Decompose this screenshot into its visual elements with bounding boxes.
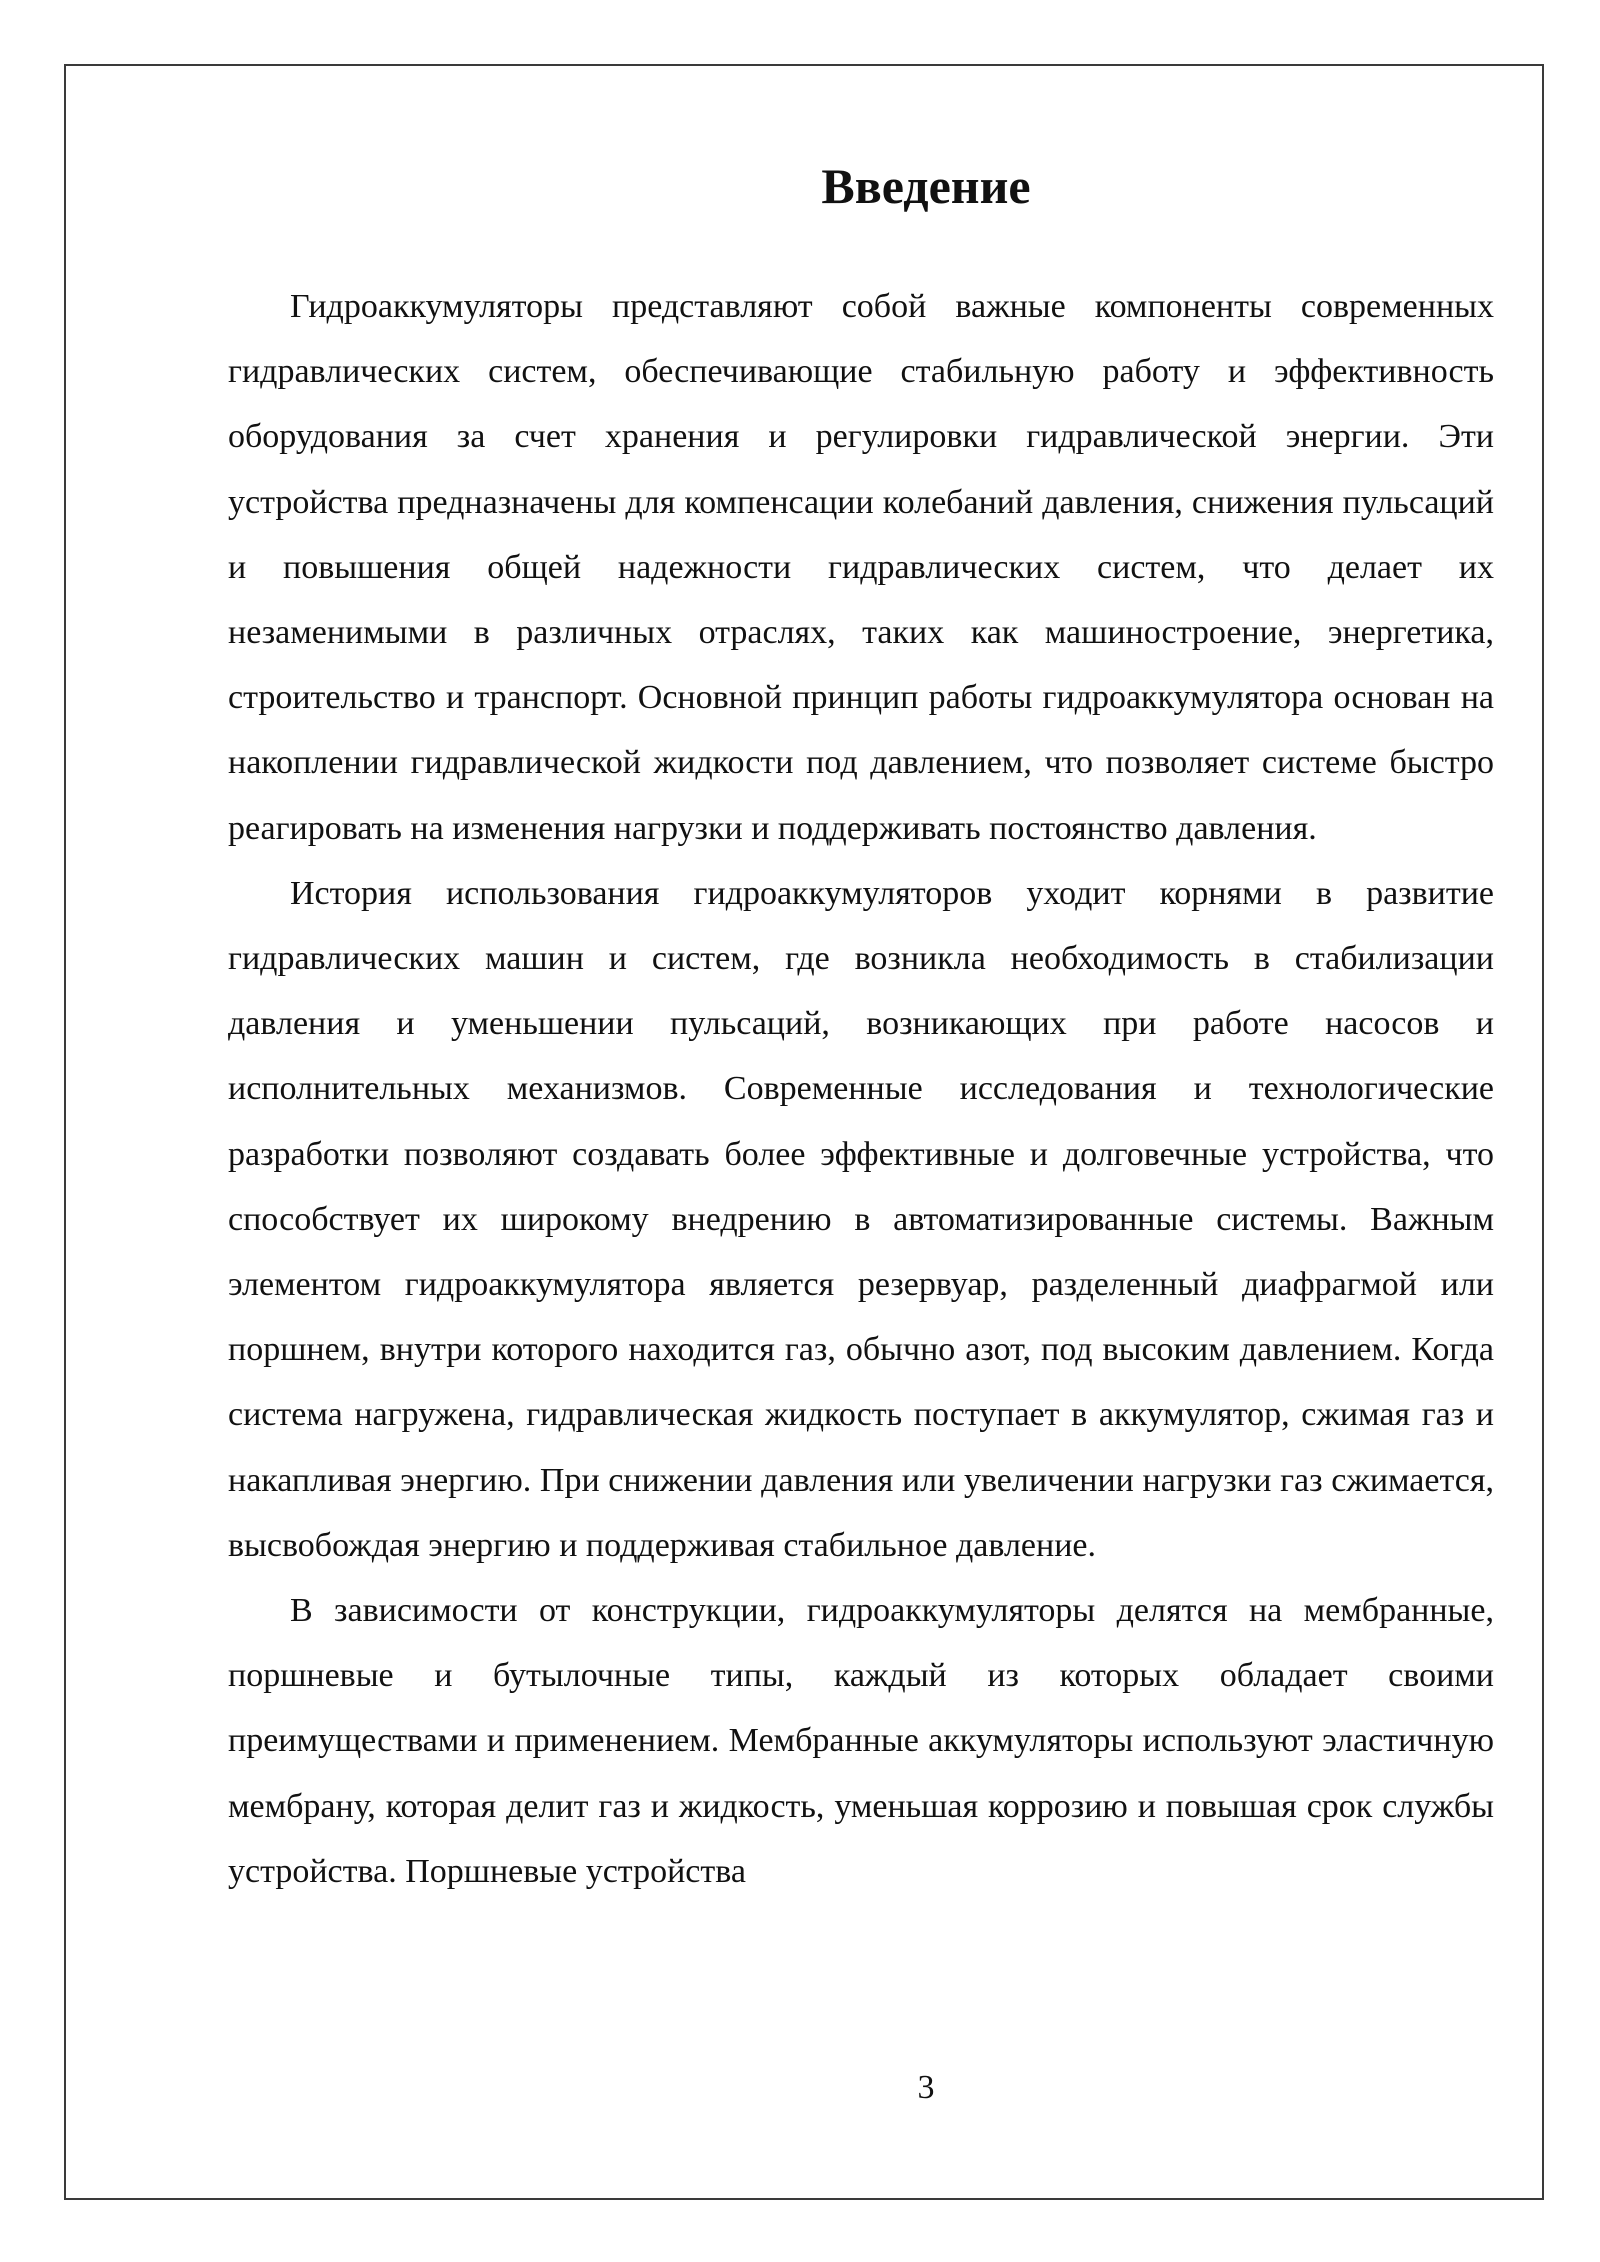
- paragraph-3: В зависимости от конструкции, гидроаккумуляторы делятся на мембранные, поршневые и бутылочные типы, каждый из которых обладает своими преимуществами и применением. Мембранные аккумуляторы используют эластичную мембрану, которая делит газ и жидкость, уменьшая коррозию и повышая срок службы устройства. Поршневые устройства: [228, 1592, 1494, 1890]
- page-content: [228, 150, 1494, 1904]
- page-title: Введение: [821, 158, 1031, 214]
- paragraph-2: История использования гидроаккумуляторов уходит корнями в развитие гидравлических машин и систем, где возникла необходимость в стабилизации давления и уменьшении пульсаций, возникающих при работе насосов и исполнительных механизмов. Современные исследования и технологические разработки позволяют создавать более эффективные и долговечные устройства, что способствует их широкому внедрению в автоматизированные системы. Важным элементом гидроаккумулятора является резервуар, разделенный диафрагмой или поршнем, внутри которого находится газ, обычно азот, под высоким давлением. Когда система нагружена, гидравлическая жидкость поступает в аккумулятор, сжимая газ и накапливая энергию. При снижении давления или увеличении нагрузки газ сжимается, высвобождая энергию и поддерживая стабильное давление.: [228, 874, 1494, 1564]
- paragraph-1: Гидроаккумуляторы представляют собой важные компоненты современных гидравлических систем, обеспечивающие стабильную работу и эффективность оборудования за счет хранения и регулировки гидравлической энергии. Эти устройства предназначены для компенсации колебаний давления, снижения пульсаций и повышения общей надежности гидравлических систем, что делает их незаменимыми в различных отраслях, таких как машиностроение, энергетика, строительство и транспорт. Основной принцип работы гидроаккумулятора основан на накоплении гидравлической жидкости под давлением, что позволяет системе быстро реагировать на изменения нагрузки и поддерживать постоянство давления.: [228, 288, 1494, 847]
- page-number: 3: [917, 2069, 935, 2106]
